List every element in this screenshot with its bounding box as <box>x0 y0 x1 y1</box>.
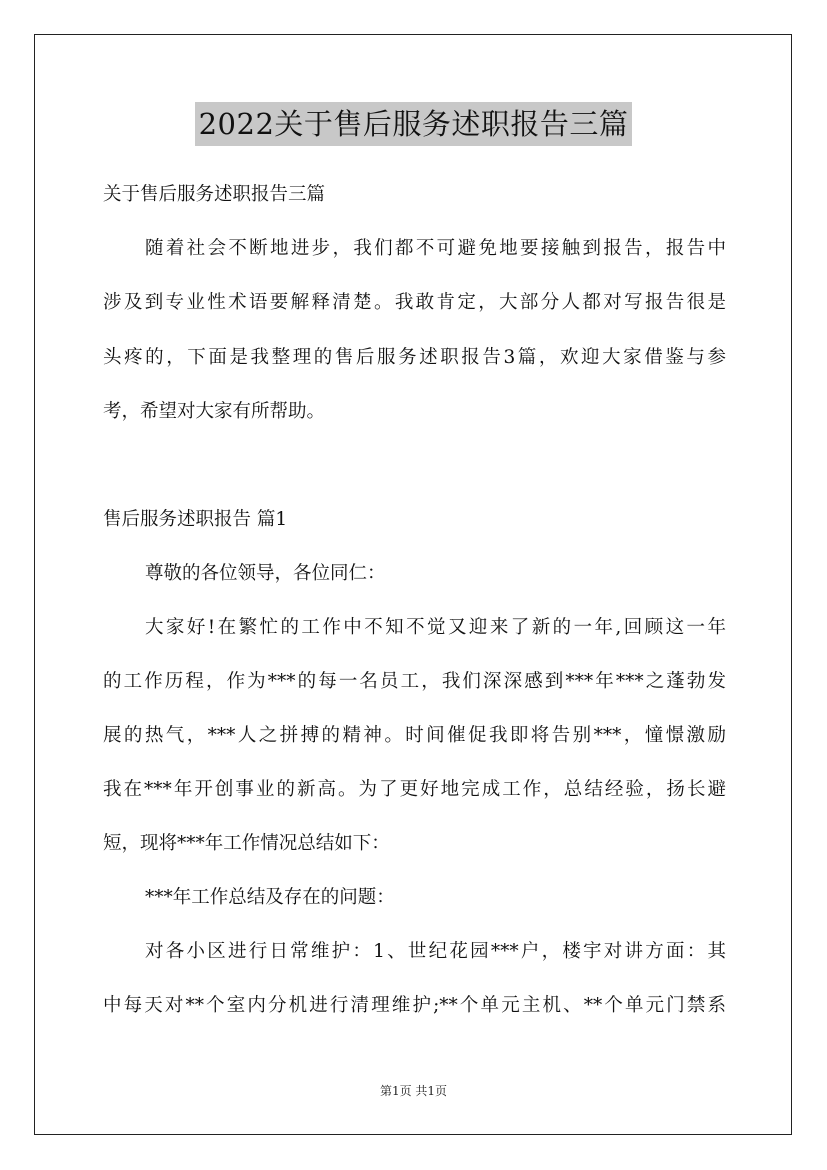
body-line: 的工作历程，作为***的每一名员工，我们深深感到***年***之蓬勃发 <box>103 671 726 692</box>
subheading: ***年工作总结及存在的问题： <box>145 887 395 908</box>
page-footer: 第1页 共1页 <box>379 1084 448 1098</box>
body-line: 我在***年开创事业的新高。为了更好地完成工作，总结经验，扬长避 <box>103 779 726 800</box>
section-heading: 售后服务述职报告 篇1 <box>103 509 288 530</box>
title-container <box>0 102 827 146</box>
body-line: 中每天对**个室内分机进行清理维护;**个单元主机、**个单元门禁系 <box>103 995 726 1016</box>
body-line: 对各小区进行日常维护：1、世纪花园***户，楼宇对讲方面：其 <box>145 941 726 962</box>
document-title: 2022关于售后服务述职报告三篇 <box>195 102 633 146</box>
intro-line: 涉及到专业性术语要解释清楚。我敢肯定，大部分人都对写报告很是 <box>103 292 726 313</box>
intro-line: 随着社会不断地进步，我们都不可避免地要接触到报告，报告中 <box>145 238 726 259</box>
body-line: 展的热气，***人之拼搏的精神。时间催促我即将告别***，憧憬激励 <box>103 725 726 746</box>
intro-line: 头疼的，下面是我整理的售后服务述职报告3篇，欢迎大家借鉴与参 <box>103 347 726 368</box>
subtitle: 关于售后服务述职报告三篇 <box>103 184 326 205</box>
body-line: 大家好!在繁忙的工作中不知不觉又迎来了新的一年,回顾这一年 <box>145 617 726 638</box>
intro-line: 考，希望对大家有所帮助。 <box>103 401 326 422</box>
salutation: 尊敬的各位领导，各位同仁： <box>145 563 386 584</box>
body-line: 短，现将***年工作情况总结如下： <box>103 833 390 854</box>
